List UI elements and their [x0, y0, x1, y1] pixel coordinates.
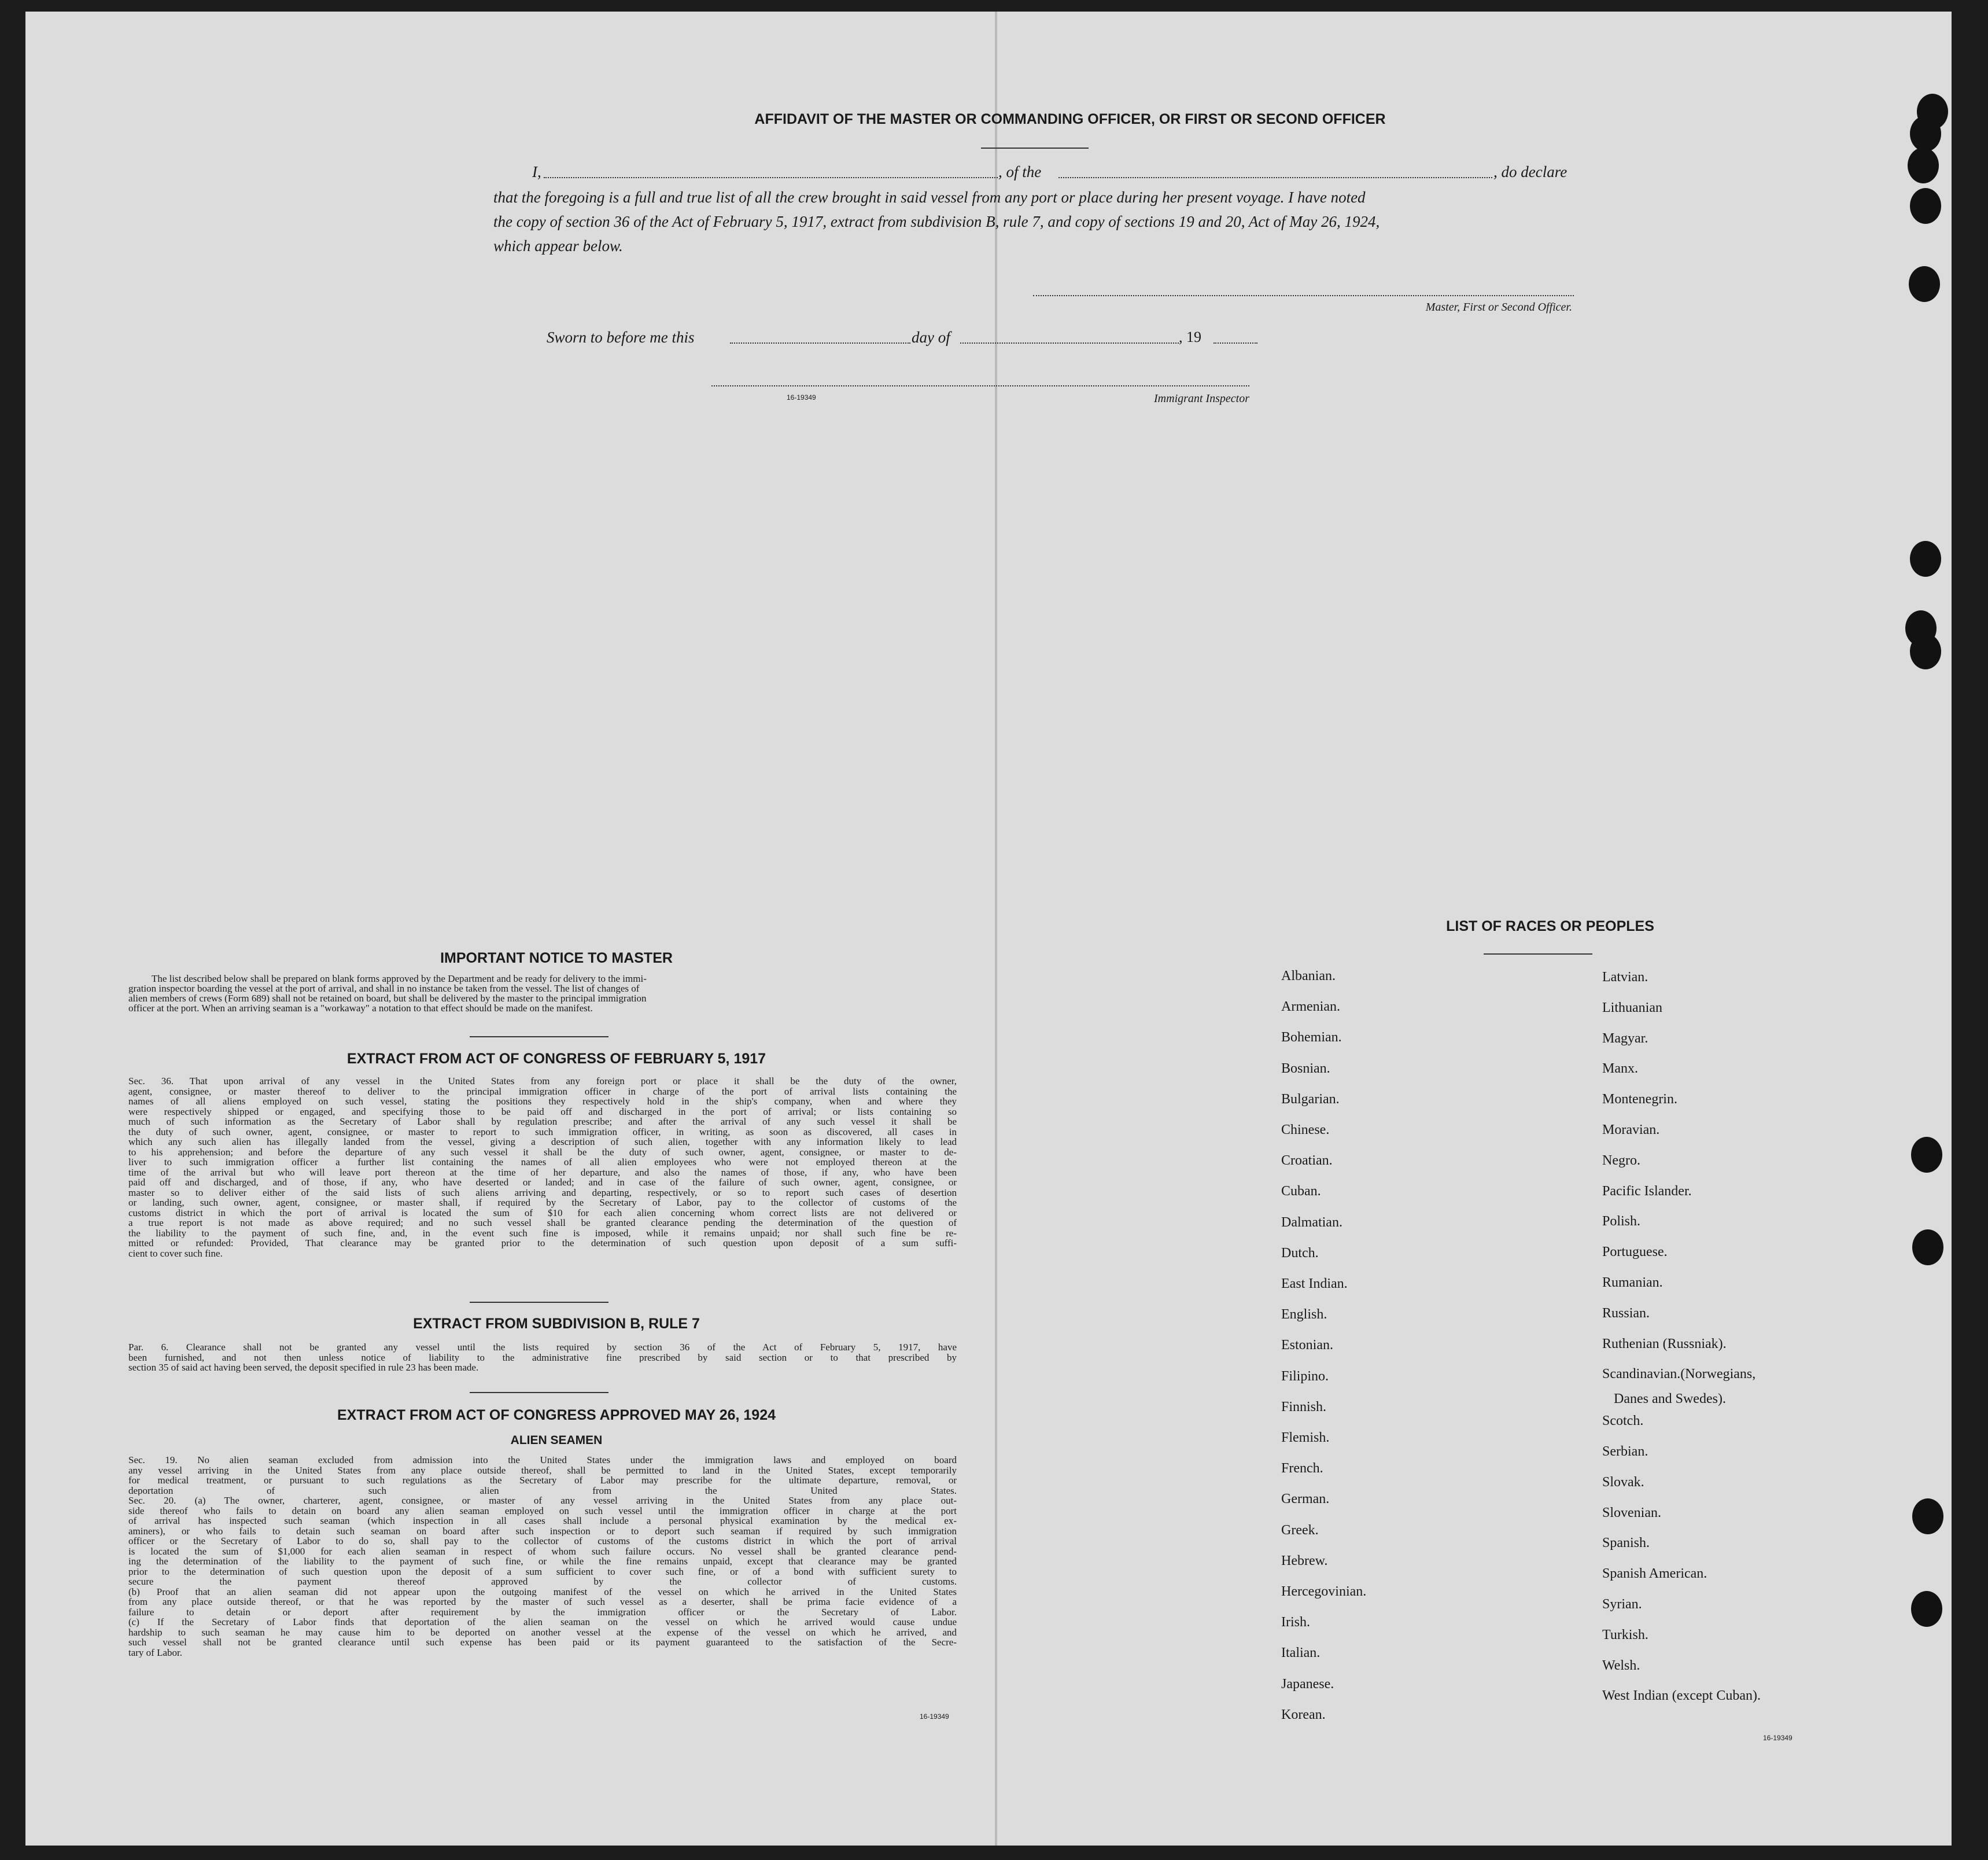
race-item: Filipino. [1281, 1368, 1329, 1384]
race-item: Turkish. [1602, 1627, 1648, 1642]
title-underline [981, 148, 1089, 149]
race-item: West Indian (except Cuban). [1602, 1688, 1761, 1704]
extract-rule7-title: EXTRACT FROM SUBDIVISION B, RULE 7 [413, 1316, 700, 1332]
paragraph-line: to his apprehension; and before the departure of any such vessel it shall be the duty of such owner, agent, consignee, or master to de- [128, 1147, 957, 1157]
race-item: Slovenian. [1602, 1505, 1661, 1520]
sworn-label: Sworn to before me this [547, 329, 695, 346]
notice-line: gration inspector boarding the vessel at the port of arrival, and shall in no instance be taken from the vessel. The list of changes of [128, 983, 640, 994]
paragraph-line: is located the sum of $1,000 for each alien seaman in respect of whom such failure occurs. No vessel shall be granted clearance pend- [128, 1546, 957, 1556]
punch-hole [1911, 1137, 1942, 1173]
sworn-day-field[interactable] [730, 342, 910, 344]
race-item: Russian. [1602, 1305, 1650, 1321]
race-item: Cuban. [1281, 1184, 1321, 1199]
notice-line: The list described below shall be prepared on blank forms approved by the Department and be ready for delivery to the immi- [152, 973, 647, 984]
race-item: Danes and Swedes). [1614, 1391, 1726, 1406]
paragraph-line: which any such alien has illegally landed from the vessel, giving a description of such alien, together with any information likely to lead [128, 1137, 957, 1147]
race-item: Albanian. [1281, 968, 1336, 984]
paragraph-line: cient to cover such fine. [128, 1248, 223, 1258]
punch-hole [1908, 148, 1939, 183]
paragraph-line: for medical treatment, or pursuant to such regulations as the Secretary of Labor may prescribe for the ultimate departure, removal, or [128, 1475, 957, 1486]
sworn-year-field[interactable] [1214, 342, 1257, 344]
extract-1924-title: EXTRACT FROM ACT OF CONGRESS APPROVED MAY 26, 1924 [337, 1407, 776, 1423]
race-item: Croatian. [1281, 1153, 1333, 1169]
paragraph-line: deportation of such alien from the United States. [128, 1485, 957, 1496]
day-of-label: day of [912, 329, 950, 346]
paragraph-line: failure to detain or deport after requirement by the immigration officer or the Secretary of Labor. [128, 1607, 957, 1617]
vessel-name-field[interactable] [1058, 177, 1492, 178]
race-item: Spanish. [1602, 1535, 1650, 1551]
inspector-label: Immigrant Inspector [1154, 392, 1249, 405]
notice-title: IMPORTANT NOTICE TO MASTER [440, 950, 673, 966]
punch-hole [1910, 541, 1941, 577]
paragraph-line: prior to the determination of such question upon the deposit of a sum sufficient to cover such fine, or of a bond with sufficient surety to [128, 1566, 957, 1577]
section-divider [470, 1392, 608, 1393]
affidavit-title: AFFIDAVIT OF THE MASTER OR COMMANDING OFFICER, OR FIRST OR SECOND OFFICER [754, 111, 1386, 127]
race-item: Chinese. [1281, 1122, 1330, 1137]
race-item: Dalmatian. [1281, 1214, 1342, 1230]
paragraph-line: a true report is not made as above required; and no such vessel shall be granted clearance pending the determination of the question of [128, 1218, 957, 1228]
race-item: Estonian. [1281, 1338, 1333, 1353]
extract-1917-title: EXTRACT FROM ACT OF CONGRESS OF FEBRUARY 5, 1917 [346, 1051, 766, 1067]
paragraph-line: secure the payment thereof approved by the collector of customs. [128, 1577, 957, 1587]
punch-hole [1910, 633, 1941, 669]
paragraph-line: the liability to the payment of such fine, and, in the event such fine is imposed, while it remains unpaid; nor shall such fine be re- [128, 1228, 957, 1238]
paragraph-line: side thereof who fails to detain on board any alien seaman employed on such vessel until the immigration officer in charge at the port [128, 1505, 957, 1516]
race-item: Magyar. [1602, 1030, 1648, 1046]
paragraph-line: paid off and discharged, and of those, if any, who have deserted or landed; and in case of the failure of such owner, agent, consignee, or [128, 1177, 957, 1188]
master-signature-label: Master, First or Second Officer. [1425, 301, 1572, 314]
paragraph-line: (b) Proof that an alien seaman did not appear upon the outgoing manifest of the vessel on which he arrived in the United States [128, 1586, 957, 1597]
form-number: 16-19349 [920, 1712, 949, 1721]
race-item: Spanish American. [1602, 1566, 1707, 1582]
race-item: Bosnian. [1281, 1060, 1330, 1076]
paragraph-line: Par. 6. Clearance shall not be granted any vessel until the lists required by section 36 of the Act of February 5, 1917, have [128, 1342, 957, 1353]
race-item: Hercegovinian. [1281, 1584, 1367, 1599]
master-signature-field[interactable] [1033, 295, 1574, 296]
paragraph-line: from any place outside thereof, or that he was reported by the master of such vessel as a deserter, shall be prima facie evidence of a [128, 1597, 957, 1607]
paragraph-line: section 35 of said act having been served, the deposit specified in rule 23 has been made. [128, 1362, 479, 1373]
race-item: Japanese. [1281, 1676, 1334, 1692]
race-item: Welsh. [1602, 1658, 1640, 1673]
race-item: Bulgarian. [1281, 1091, 1340, 1107]
declarant-label: I, [532, 163, 541, 181]
paragraph-line: hardship to such seaman he may cause him to be deported on another vessel at the expense of the vessel on which he arrived, and [128, 1627, 957, 1637]
paragraph-line: were respectively shipped or engaged, and specifying those to be paid off and discharged in the port of arrival; or lists containing so [128, 1106, 957, 1117]
race-item: Korean. [1281, 1707, 1326, 1722]
inspector-signature-field[interactable] [711, 385, 1249, 386]
punch-hole [1912, 1498, 1943, 1534]
races-title: LIST OF RACES OR PEOPLES [1446, 918, 1654, 934]
race-item: Greek. [1281, 1522, 1319, 1538]
affidavit-body-line: which appear below. [493, 237, 623, 255]
notice-line: alien members of crews (Form 689) shall not be retained on board, but shall be delivered by the master to the principal immigration [128, 993, 647, 1004]
race-item: Montenegrin. [1602, 1092, 1677, 1107]
race-item: Hebrew. [1281, 1553, 1328, 1568]
race-item: Scandinavian.(Norwegians, [1602, 1367, 1756, 1382]
declarant-name-field[interactable] [544, 177, 998, 178]
paragraph-line: been furnished, and not then unless notice of liability to the administrative fine prescribed by said section or to that prescribed by [128, 1352, 957, 1362]
punch-hole [1910, 188, 1941, 224]
form-number: 16-19349 [1763, 1734, 1792, 1742]
paragraph-line: any vessel arriving in the United States from any place outside thereof, shall be permitted to land in the United States, except temporarily [128, 1465, 957, 1475]
race-item: Irish. [1281, 1615, 1310, 1630]
punch-hole [1909, 266, 1940, 302]
form-number: 16-19349 [787, 393, 816, 402]
race-item: Bohemian. [1281, 1030, 1342, 1045]
paragraph-line: master so to deliver either of the said lists of such aliens arriving and departing, respectively, or so to report such cases of desertion [128, 1187, 957, 1198]
race-item: Portuguese. [1602, 1244, 1668, 1260]
paragraph-line: of arrival has inspected such seaman (which inspection in all cases shall include a personal physical examination by the medical ex- [128, 1516, 957, 1526]
race-item: German. [1281, 1491, 1330, 1507]
paragraph-line: agent, consignee, or master thereof to deliver to the principal immigration officer in charge of the port of arrival lists containing the [128, 1086, 957, 1096]
race-item: Polish. [1602, 1214, 1641, 1229]
paragraph-line: liver to such immigration officer a further list containing the names of all alien employees who were not employed thereon at the [128, 1157, 957, 1167]
race-item: Flemish. [1281, 1430, 1330, 1445]
race-item: East Indian. [1281, 1276, 1348, 1291]
race-item: Ruthenian (Russniak). [1602, 1336, 1727, 1351]
section-divider [470, 1036, 608, 1037]
race-item: Syrian. [1602, 1597, 1642, 1612]
race-item: Slovak. [1602, 1474, 1644, 1490]
race-item: Moravian. [1602, 1122, 1660, 1137]
punch-hole [1911, 1591, 1942, 1627]
paragraph-line: much of such information as the Secretary of Labor shall by regulation prescribe; and after the arrival of any such vessel it shall be [128, 1117, 957, 1127]
section-divider [470, 1302, 608, 1303]
affidavit-body-line: the copy of section 36 of the Act of February 5, 1917, extract from subdivision B, rule 7, and copy of sections 19 and 20, Act of May 26, 1924, [493, 213, 1380, 230]
year-prefix-label: , 19 [1179, 329, 1201, 345]
race-item: Serbian. [1602, 1444, 1648, 1459]
punch-hole [1912, 1229, 1943, 1265]
punch-hole [1910, 116, 1941, 152]
paragraph-line: Sec. 19. No alien seaman excluded from admission into the United States under the immigration laws and employed on board [128, 1455, 957, 1465]
paragraph-line: ing the determination of the liability to the payment of such fine, or while the fine remains unpaid, except that clearance may be granted [128, 1556, 957, 1567]
race-item: Scotch. [1602, 1413, 1644, 1429]
race-item: English. [1281, 1307, 1327, 1323]
sworn-month-field[interactable] [960, 342, 1179, 344]
race-item: Manx. [1602, 1061, 1638, 1077]
race-item: Italian. [1281, 1645, 1321, 1661]
paragraph-line: customs district in which the port of arrival is located the sum of $10 for each alien concerning whom correct lists are not delivered or [128, 1207, 957, 1218]
notice-line: officer at the port. When an arriving seaman is a "workaway" a notation to that effect should be made on the manifest. [128, 1003, 593, 1014]
race-item: Latvian. [1602, 970, 1648, 985]
center-fold [995, 12, 997, 1846]
race-item: Pacific Islander. [1602, 1183, 1692, 1199]
paragraph-line: aminers), or who fails to detain such seaman on board after such inspection or to deport such seaman if required by such immigration [128, 1526, 957, 1536]
paragraph-line: such vessel shall not be granted clearance until such expense has been paid or its payment guaranteed to the satisfaction of the Secre- [128, 1637, 957, 1648]
of-the-label: , of the [998, 163, 1042, 181]
race-item: Negro. [1602, 1152, 1640, 1168]
extract-1924-subtitle: ALIEN SEAMEN [510, 1434, 603, 1447]
paragraph-line: tary of Labor. [128, 1647, 182, 1658]
race-item: French. [1281, 1461, 1323, 1476]
paragraph-line: or landing, such owner, agent, consignee, or master shall, if required by the Secretary of Labor, pay to the collector of customs of the [128, 1198, 957, 1208]
race-item: Rumanian. [1602, 1275, 1663, 1290]
paragraph-line: officer or the Secretary of Labor to do so, shall pay to the collector of customs of the customs district in which the port of arrival [128, 1536, 957, 1546]
paragraph-line: mitted or refunded: Provided, That clearance may be granted prior to the determination of such question upon deposit of a sum suffi- [128, 1238, 957, 1248]
races-title-underline [1484, 953, 1592, 955]
paragraph-line: the duty of such owner, agent, consignee, or master to report to such immigration officer, in writing, as soon as discovered, all cases in [128, 1126, 957, 1137]
paragraph-line: Sec. 20. (a) The owner, charterer, agent, consignee, or master of any vessel arriving in the United States from any place out- [128, 1496, 957, 1506]
race-item: Dutch. [1281, 1245, 1319, 1261]
race-item: Finnish. [1281, 1399, 1327, 1415]
paragraph-line: names of all aliens employed on such vessel, stating the positions they respectively hold in the ship's company, when and where they [128, 1096, 957, 1107]
race-item: Armenian. [1281, 999, 1340, 1015]
paragraph-line: time of the arrival but who will leave port thereon at the time of her departure, and also the names of those, if any, who have been [128, 1167, 957, 1177]
paragraph-line: Sec. 36. That upon arrival of any vessel in the United States from any foreign port or place it shall be the duty of the owner, [128, 1076, 957, 1086]
paragraph-line: (c) If the Secretary of Labor finds that deportation of the alien seaman on the vessel on which he arrived would cause undue [128, 1617, 957, 1627]
affidavit-body-line: that the foregoing is a full and true list of all the crew brought in said vessel from any port or place during her present voyage. I have noted [493, 189, 1366, 206]
race-item: Lithuanian [1602, 1000, 1662, 1015]
declare-label: , do declare [1493, 163, 1567, 181]
